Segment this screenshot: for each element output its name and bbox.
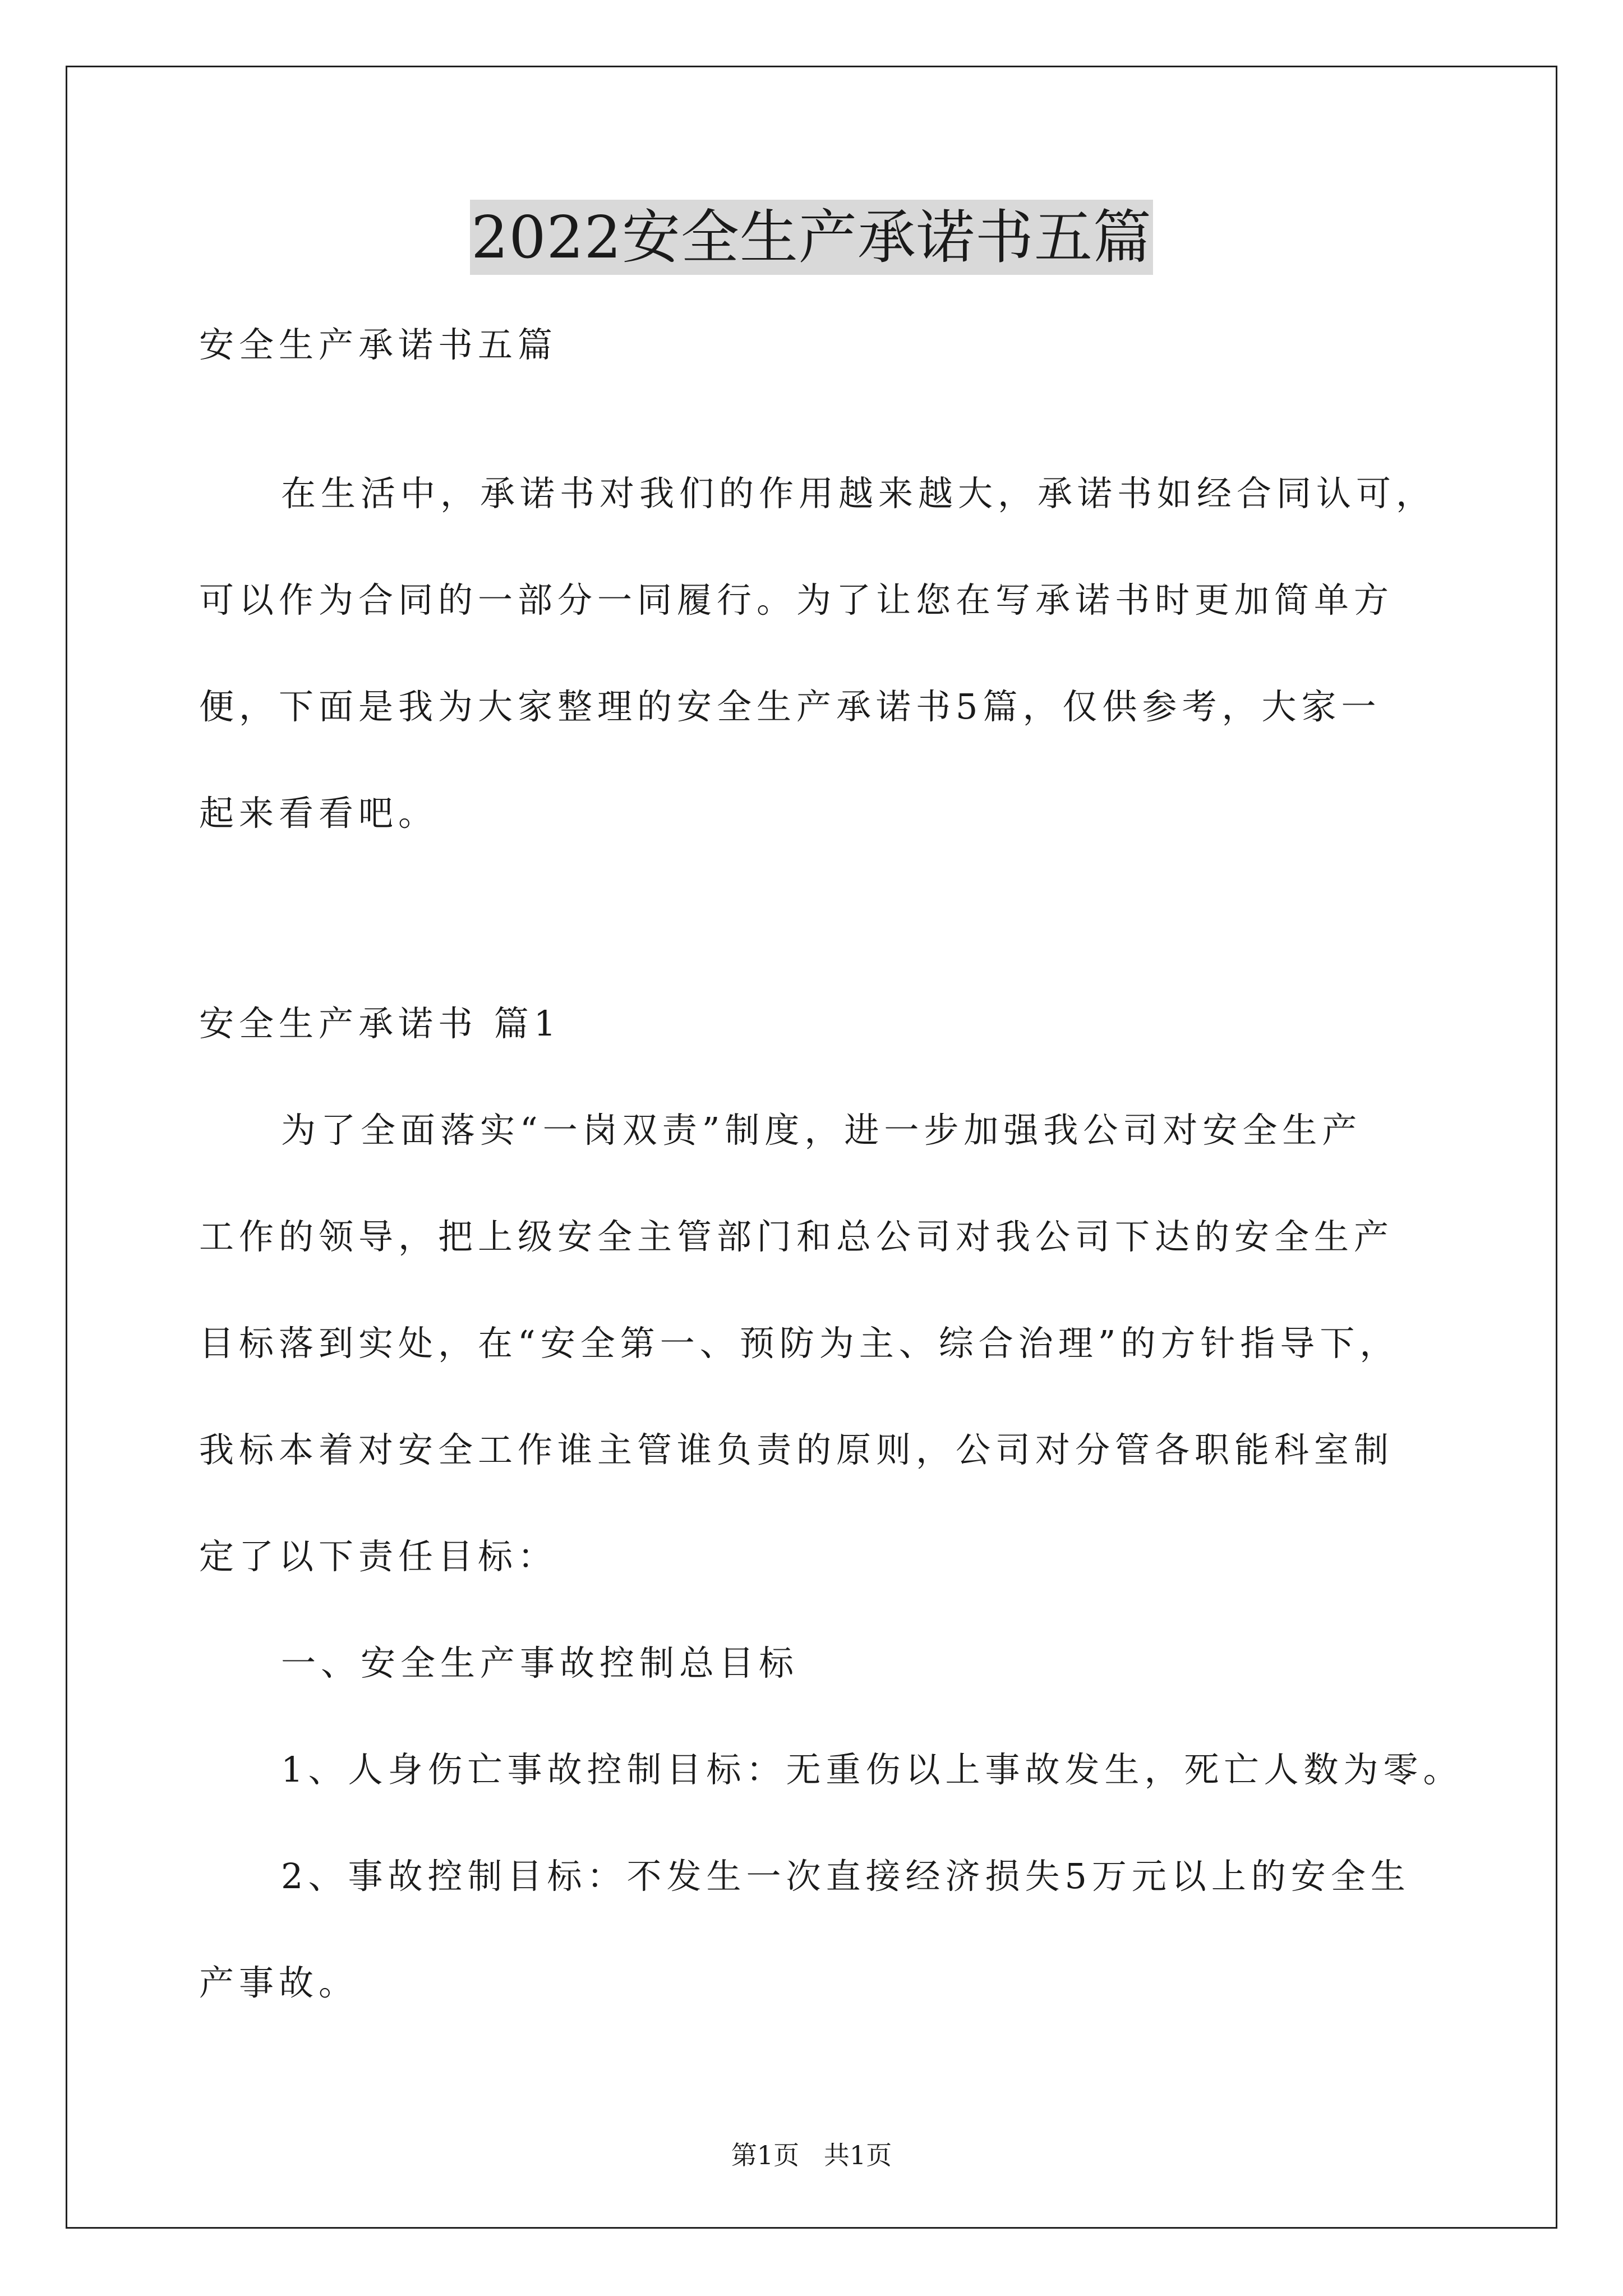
- paragraph-line: 便，下面是我为大家整理的安全生产承诺书5篇，仅供参考，大家一: [199, 686, 1381, 727]
- subtitle: 安全生产承诺书五篇: [199, 324, 558, 365]
- section-heading: 安全生产承诺书 篇1: [199, 1003, 561, 1044]
- list-item: 1、人身伤亡事故控制目标：无重伤以上事故发生，死亡人数为零。: [281, 1749, 1463, 1790]
- paragraph-line: 为了全面落实“一岗双责”制度，进一步加强我公司对安全生产: [281, 1110, 1362, 1151]
- page-footer: 第1页 共1页: [731, 2140, 892, 2170]
- paragraph-line: 可以作为合同的一部分一同履行。为了让您在写承诺书时更加简单方: [199, 579, 1394, 620]
- paragraph-line: 工作的领导，把上级安全主管部门和总公司对我公司下达的安全生产: [199, 1216, 1394, 1257]
- title-container: [0, 200, 1623, 275]
- paragraph-line: 我标本着对安全工作谁主管谁负责的原则，公司对分管各职能科室制: [199, 1429, 1394, 1470]
- paragraph-line: 起来看看吧。: [199, 793, 439, 834]
- paragraph-line: 在生活中，承诺书对我们的作用越来越大，承诺书如经合同认可，: [281, 473, 1436, 514]
- list-item: 2、事故控制目标：不发生一次直接经济损失5万元以上的安全生: [281, 1856, 1410, 1897]
- document-title: 2022安全生产承诺书五篇: [470, 200, 1153, 275]
- list-heading: 一、安全生产事故控制总目标: [281, 1642, 799, 1683]
- list-item-continuation: 产事故。: [199, 1962, 359, 2003]
- paragraph-line: 定了以下责任目标：: [199, 1536, 558, 1577]
- paragraph-line: 目标落到实处，在“安全第一、预防为主、综合治理”的方针指导下，: [199, 1323, 1400, 1364]
